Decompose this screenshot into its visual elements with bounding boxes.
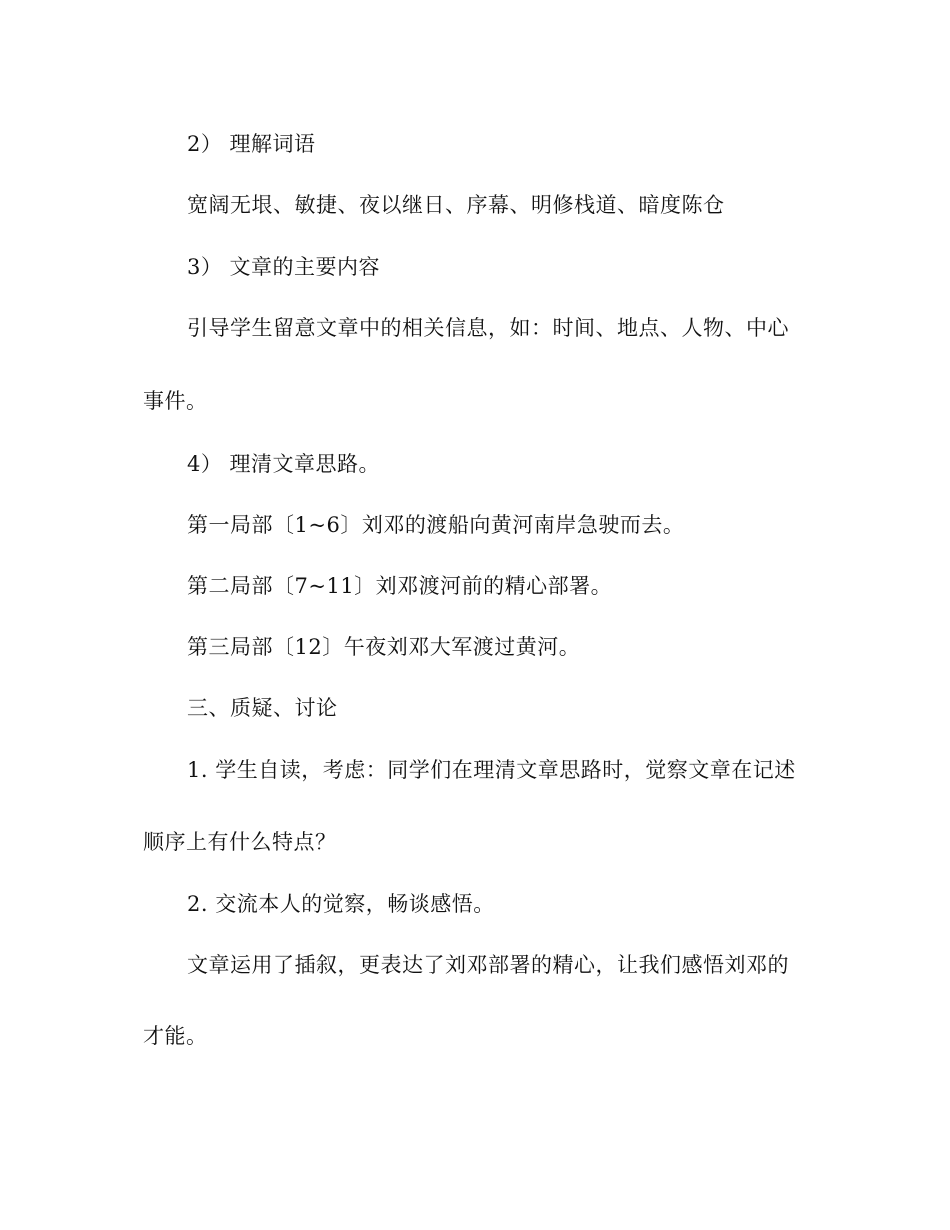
paragraph-conclusion: 文章运用了插叙，更表达了刘邓部署的精心，让我们感悟刘邓的 <box>187 953 789 977</box>
heading-article-structure: 4） 理清文章思路。 <box>187 452 381 476</box>
heading-main-content: 3） 文章的主要内容 <box>187 255 381 279</box>
heading-understand-words: 2） 理解词语 <box>187 132 316 156</box>
vocabulary-list: 宽阔无垠、敏捷、夜以继日、序幕、明修栈道、暗度陈仓 <box>187 193 725 217</box>
section-heading-discussion: 三、质疑、讨论 <box>187 696 338 720</box>
discussion-item-two: 2. 交流本人的觉察，畅谈感悟。 <box>187 892 495 916</box>
structure-part-three: 第三局部〔12〕午夜刘邓大军渡过黄河。 <box>187 635 581 659</box>
structure-part-two: 第二局部〔7~11〕刘邓渡河前的精心部署。 <box>187 574 613 598</box>
structure-part-one: 第一局部〔1~6〕刘邓的渡船向黄河南岸急驶而去。 <box>187 513 685 537</box>
paragraph-guide-students: 引导学生留意文章中的相关信息，如：时间、地点、人物、中心 <box>187 316 789 340</box>
paragraph-guide-students-continued: 事件。 <box>143 389 208 413</box>
discussion-item-one: 1. 学生自读，考虑：同学们在理清文章思路时，觉察文章在记述 <box>187 758 796 782</box>
paragraph-conclusion-continued: 才能。 <box>143 1024 208 1048</box>
discussion-item-one-continued: 顺序上有什么特点？ <box>143 830 337 854</box>
